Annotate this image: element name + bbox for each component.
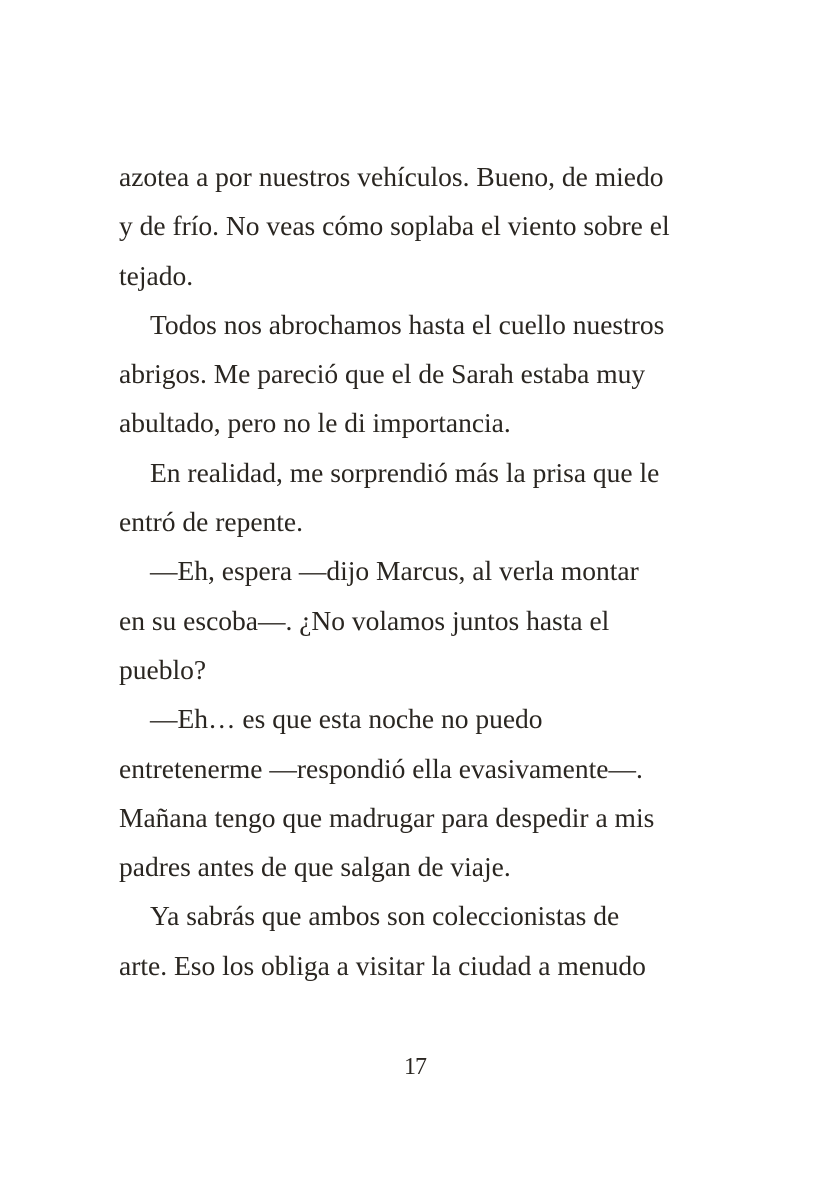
text-line-paragraph-start: En realidad, me sorprendió más la prisa que le bbox=[150, 456, 660, 488]
text-line-paragraph-start: Ya sabrás que ambos son coleccionistas de bbox=[150, 900, 620, 932]
text-line: entretenerme —respondió ella evasivamente—. bbox=[119, 752, 643, 784]
text-line: y de frío. No veas cómo soplaba el viento sobre el bbox=[119, 210, 670, 242]
text-line: padres antes de que salgan de viaje. bbox=[119, 851, 511, 883]
text-line: entró de repente. bbox=[119, 506, 304, 538]
text-line: abrigos. Me pareció que el de Sarah estaba muy bbox=[119, 358, 646, 390]
text-line-paragraph-start: —Eh, espera —dijo Marcus, al verla montar bbox=[150, 555, 639, 587]
text-line-paragraph-start: —Eh… es que esta noche no puedo bbox=[150, 703, 543, 735]
text-line: tejado. bbox=[119, 259, 194, 291]
text-line: en su escoba—. ¿No volamos juntos hasta el bbox=[119, 604, 610, 636]
page-number: 17 bbox=[404, 1054, 426, 1080]
text-line: pueblo? bbox=[119, 653, 207, 685]
text-line: azotea a por nuestros vehículos. Bueno, de miedo bbox=[119, 161, 664, 192]
text-line: Mañana tengo que madrugar para despedir a mis bbox=[119, 801, 655, 833]
text-line: abultado, pero no le di importancia. bbox=[119, 407, 511, 439]
page-body bbox=[119, 152, 699, 990]
text-line-paragraph-start: Todos nos abrochamos hasta el cuello nuestros bbox=[150, 308, 665, 340]
text-line: arte. Eso los obliga a visitar la ciudad a menudo bbox=[119, 949, 646, 981]
